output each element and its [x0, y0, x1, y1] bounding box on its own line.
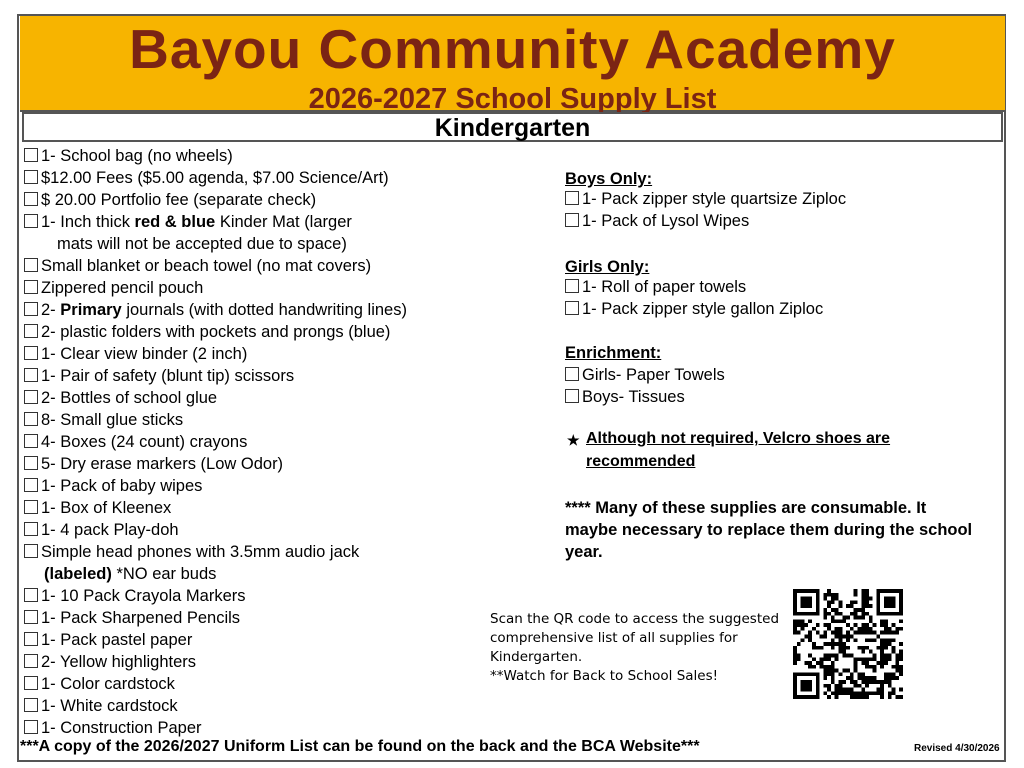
checkbox[interactable] — [24, 522, 38, 536]
checkbox[interactable] — [24, 676, 38, 690]
star-icon: ★ — [567, 432, 580, 448]
checkbox[interactable] — [565, 389, 579, 403]
supply-item[interactable]: 4- Boxes (24 count) crayons — [24, 432, 247, 452]
checkbox[interactable] — [24, 192, 38, 206]
checkbox[interactable] — [24, 632, 38, 646]
mat-note-continuation: mats will not be accepted due to space) — [57, 235, 347, 253]
checkbox[interactable] — [24, 544, 38, 558]
boys-item[interactable]: 1- Pack of Lysol Wipes — [565, 211, 749, 231]
enrichment-item[interactable]: Girls- Paper Towels — [565, 365, 725, 385]
checkbox[interactable] — [24, 324, 38, 338]
supply-item[interactable]: 5- Dry erase markers (Low Odor) — [24, 454, 283, 474]
checkbox[interactable] — [24, 654, 38, 668]
revised-date: Revised 4/30/2026 — [914, 743, 1000, 754]
supply-item[interactable]: 1- White cardstock — [24, 696, 178, 716]
checkbox[interactable] — [24, 720, 38, 734]
supply-item[interactable]: 1- Construction Paper — [24, 718, 202, 738]
supply-item[interactable]: Simple head phones with 3.5mm audio jack — [24, 542, 359, 562]
checkbox[interactable] — [565, 301, 579, 315]
grade-title: Kindergarten — [22, 112, 1003, 142]
checkbox[interactable] — [24, 390, 38, 404]
supply-item[interactable]: 2- Bottles of school glue — [24, 388, 217, 408]
checkbox[interactable] — [24, 412, 38, 426]
headphones-note-continuation: (labeled) *NO ear buds — [44, 565, 217, 583]
enrichment-item[interactable]: Boys- Tissues — [565, 387, 685, 407]
supply-item[interactable]: 1- Color cardstock — [24, 674, 175, 694]
school-name: Bayou Community Academy — [129, 18, 896, 80]
supply-item[interactable]: 1- 4 pack Play-doh — [24, 520, 179, 540]
checkbox[interactable] — [24, 610, 38, 624]
checkbox[interactable] — [565, 191, 579, 205]
header-banner — [20, 16, 1005, 115]
consumable-note: **** Many of these supplies are consumable. It maybe necessary to replace them during the school year. — [565, 499, 973, 561]
girls-item[interactable]: 1- Roll of paper towels — [565, 277, 746, 297]
boys-item[interactable]: 1- Pack zipper style quartsize Ziploc — [565, 189, 846, 209]
footer-note: ***A copy of the 2026/2027 Uniform List can be found on the back and the BCA Website*** — [20, 738, 700, 755]
supply-item[interactable]: $12.00 Fees ($5.00 agenda, $7.00 Science/Art) — [24, 168, 389, 188]
checkbox[interactable] — [565, 279, 579, 293]
checkbox[interactable] — [24, 170, 38, 184]
supply-item[interactable]: Zippered pencil pouch — [24, 278, 203, 298]
checkbox[interactable] — [24, 478, 38, 492]
checkbox[interactable] — [24, 214, 38, 228]
supply-item[interactable]: 1- Pack pastel paper — [24, 630, 192, 650]
enrichment-section-title: Enrichment: — [565, 344, 662, 362]
qr-code-icon[interactable] — [789, 589, 907, 699]
boys-section-title: Boys Only: — [565, 170, 653, 188]
supply-item[interactable]: 2- Primary journals (with dotted handwriting lines) — [24, 300, 407, 320]
girls-section-title: Girls Only: — [565, 258, 650, 276]
checkbox[interactable] — [24, 434, 38, 448]
supply-item[interactable]: 1- 10 Pack Crayola Markers — [24, 586, 246, 606]
supply-item[interactable]: 1- Pair of safety (blunt tip) scissors — [24, 366, 294, 386]
checkbox[interactable] — [24, 588, 38, 602]
checkbox[interactable] — [24, 148, 38, 162]
supply-item[interactable]: 1- Clear view binder (2 inch) — [24, 344, 247, 364]
supply-item[interactable]: 1- Box of Kleenex — [24, 498, 171, 518]
girls-item[interactable]: 1- Pack zipper style gallon Ziploc — [565, 299, 823, 319]
checkbox[interactable] — [24, 280, 38, 294]
supply-item[interactable]: 1- School bag (no wheels) — [24, 146, 233, 166]
supply-item[interactable]: 1- Inch thick red & blue Kinder Mat (larger — [24, 212, 352, 232]
checkbox[interactable] — [24, 368, 38, 382]
qr-caption: Scan the QR code to access the suggested comprehensive list of all supplies for Kindergarten. **Watch for Back to School Sales! — [490, 611, 780, 684]
checkbox[interactable] — [24, 258, 38, 272]
supply-item[interactable]: 1- Pack of baby wipes — [24, 476, 202, 496]
supply-item[interactable]: 2- Yellow highlighters — [24, 652, 196, 672]
checkbox[interactable] — [24, 698, 38, 712]
checkbox[interactable] — [24, 500, 38, 514]
supply-item[interactable]: 1- Pack Sharpened Pencils — [24, 608, 240, 628]
supply-item[interactable]: 8- Small glue sticks — [24, 410, 183, 430]
checkbox[interactable] — [565, 213, 579, 227]
checkbox[interactable] — [565, 367, 579, 381]
supply-item[interactable]: $ 20.00 Portfolio fee (separate check) — [24, 190, 316, 210]
supply-item[interactable]: Small blanket or beach towel (no mat covers) — [24, 256, 371, 276]
checkbox[interactable] — [24, 346, 38, 360]
checkbox[interactable] — [24, 456, 38, 470]
list-title: 2026-2027 School Supply List — [308, 83, 717, 115]
supply-item[interactable]: 2- plastic folders with pockets and prongs (blue) — [24, 322, 390, 342]
checkbox[interactable] — [24, 302, 38, 316]
